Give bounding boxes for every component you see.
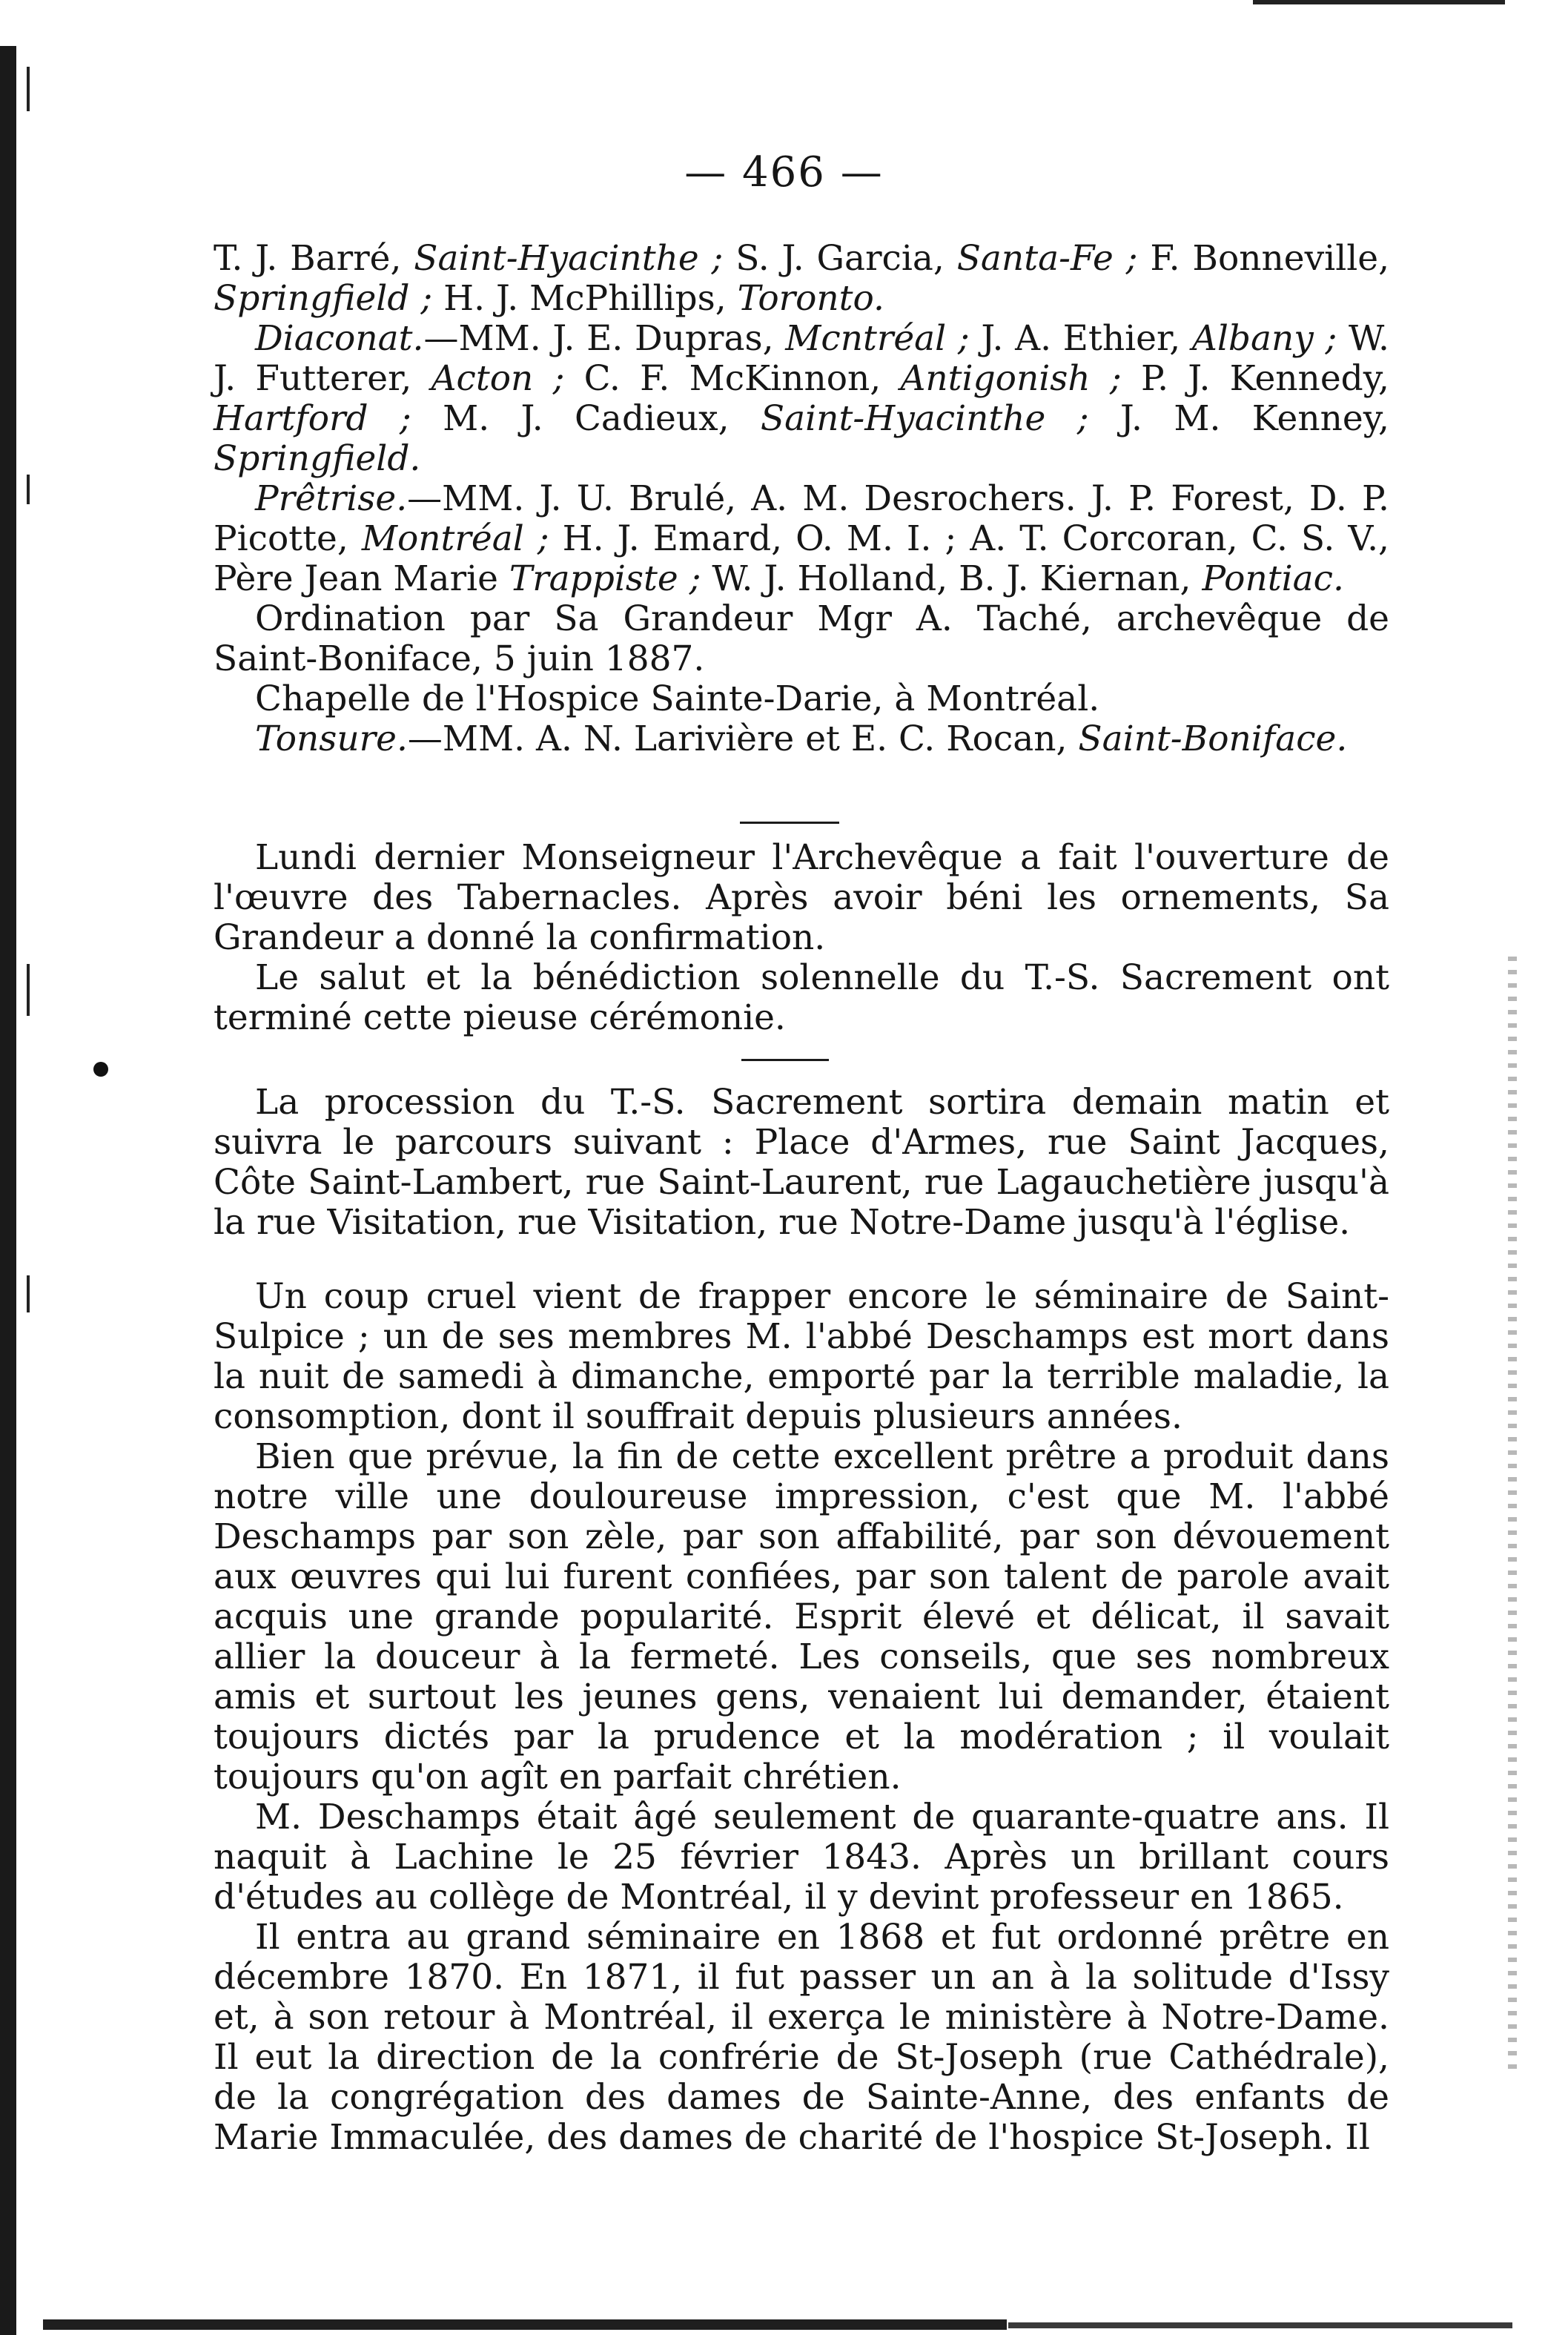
ink-dot bbox=[93, 1062, 108, 1077]
pretrise-paragraph: Prêtrise.—MM. J. U. Brulé, A. M. Desrochers. J. P. Forest, D. P. Picotte, Montréal ; H. J. Emard, O. M. I. ; A. T. Corcoran, C. S. V., Père Jean Marie Trappiste ; W. J. Holland, B. J. Kiernan, Pontiac. bbox=[214, 478, 1389, 599]
pretrise-heading: Prêtrise. bbox=[255, 478, 408, 519]
deschamps-paragraph: Un coup cruel vient de frapper encore le séminaire de Saint-Sulpice ; un de ses membres M. l'abbé Deschamps est mort dans la nuit de samedi à dimanche, emporté par la terrible maladie, la consomption, dont il souffrait depuis plusieurs années. bbox=[214, 1276, 1389, 1437]
ordinations-opening: T. J. Barré, Saint-Hyacinthe ; S. J. Garcia, Santa-Fe ; F. Bonneville, Springfield ; H. J. McPhillips, Toronto. bbox=[214, 238, 1390, 319]
chapel-line: Chapelle de l'Hospice Sainte-Darie, à Montréal. bbox=[255, 678, 1100, 719]
deschamps-paragraph: Bien que prévue, la fin de cette excellent prêtre a produit dans notre ville une douloureuse impression, c'est que M. l'abbé Deschamps par son zèle, par son affabilité, par son dévouement aux œuvres qui lui furent confiées, par son talent de parole avait acquis une grande popularité. Esprit élevé et délicat, il savait allier la douceur à la fermeté. Les conseils, que ses nombreux amis et surtout les jeunes gens, venaient lui demander, étaient toujours dictés par la prudence et la modération ; il voulait toujours qu'on agît en parfait chrétien. bbox=[214, 1436, 1389, 1797]
scan-edge-shadow bbox=[0, 46, 16, 2335]
scan-speck bbox=[27, 1275, 30, 1312]
deschamps-paragraph: Il entra au grand séminaire en 1868 et fut ordonné prêtre en décembre 1870. En 1871, il fut passer un an à la solitude d'Issy et, à son retour à Montréal, il exerça le ministère à Notre-Dame. Il eut la direction de la confrérie de St-Joseph (rue Cathédrale), de la congrégation des dames de Sainte-Anne, des enfants de Marie Immaculée, des dames de charité de l'hospice St-Joseph. Il bbox=[214, 1917, 1389, 2158]
procession-section bbox=[214, 1083, 1389, 1243]
scan-speck bbox=[27, 964, 30, 1016]
deschamps-section bbox=[214, 1277, 1389, 2158]
diaconat-paragraph: Diaconat.—MM. J. E. Dupras, Mcntréal ; J. A. Ethier, Albany ; W. J. Futterer, Acton ; C. F. McKinnon, Antigonish ; P. J. Kennedy, Hartford ; M. J. Cadieux, Saint-Hyacinthe ; J. M. Kenney, Springfield. bbox=[214, 318, 1389, 479]
scan-bottom-bar bbox=[43, 2319, 1007, 2330]
separator-rule bbox=[740, 822, 839, 824]
tabernacles-paragraph: Le salut et la bénédiction solennelle du T.-S. Sacrement ont terminé cette pieuse cérémonie. bbox=[214, 957, 1389, 1038]
tabernacles-section bbox=[214, 838, 1389, 1038]
scan-bottom-bar bbox=[1008, 2322, 1512, 2328]
tabernacles-paragraph: Lundi dernier Monseigneur l'Archevêque a fait l'ouverture de l'œuvre des Tabernacles. Après avoir béni les ornements, Sa Grandeur a donné la confirmation. bbox=[214, 837, 1389, 958]
scan-speck bbox=[27, 475, 30, 504]
procession-paragraph: La procession du T.-S. Sacrement sortira demain matin et suivra le parcours suivant : Place d'Armes, rue Saint Jacques, Côte Saint-Lambert, rue Saint-Laurent, rue Lagauchetière jusqu'à la rue Visitation, rue Visitation, rue Notre-Dame jusqu'à l'église. bbox=[214, 1082, 1389, 1243]
ordinations-section bbox=[214, 239, 1389, 759]
page-number: — 466 — bbox=[684, 148, 884, 196]
diaconat-heading: Diaconat. bbox=[255, 318, 424, 359]
deschamps-paragraph: M. Deschamps était âgé seulement de quarante-quatre ans. Il naquit à Lachine le 25 février 1843. Après un brillant cours d'études au collège de Montréal, il y devint professeur en 1865. bbox=[214, 1797, 1389, 1918]
ordination-line: Ordination par Sa Grandeur Mgr A. Taché, archevêque de Saint-Boniface, 5 juin 1887. bbox=[214, 598, 1389, 679]
tonsure-heading: Tonsure. bbox=[255, 719, 408, 759]
scan-speck bbox=[27, 67, 30, 111]
tonsure-paragraph: Tonsure.—MM. A. N. Larivière et E. C. Rocan, Saint-Boniface. bbox=[255, 719, 1348, 759]
scan-top-rule bbox=[1253, 0, 1505, 4]
separator-rule bbox=[741, 1059, 829, 1061]
scan-right-edge bbox=[1508, 957, 1517, 2069]
